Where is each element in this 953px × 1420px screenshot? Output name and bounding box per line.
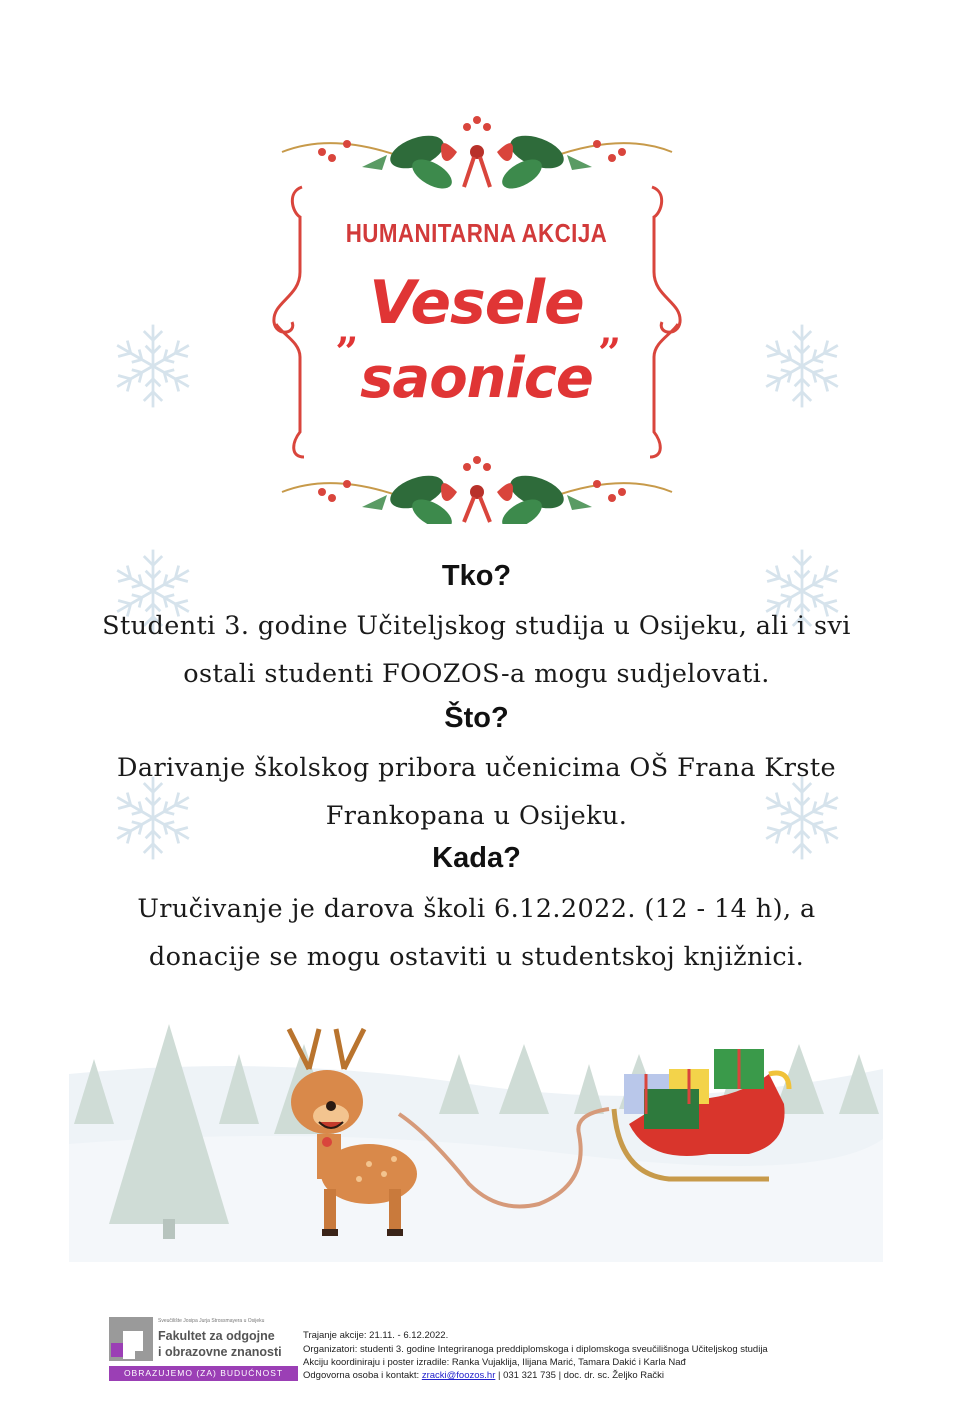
answer-line: Studenti 3. godine Učiteljskog studija u Osijeku, ali i svi: [102, 611, 851, 641]
answer-who: [60, 602, 893, 698]
footer-coordinators: Akciju koordiniraju i poster izradile: Ranka Vujaklija, Ilijana Marić, Tamara Dakić i Karla Nađ: [303, 1357, 686, 1368]
event-subtitle: HUMANITARNA AKCIJA: [345, 218, 608, 248]
answer-line: Darivanje školskog pribora učenicima OŠ Frana Krste: [117, 753, 836, 783]
open-quote: „: [336, 306, 360, 353]
question-when: Kada?: [432, 842, 521, 874]
footer-duration: Trajanje akcije: 21.11. - 6.12.2022.: [303, 1330, 449, 1341]
answer-when: [60, 885, 893, 981]
university-name: Sveučilište Josipa Jurja Strossmayera u Osijeku: [158, 1318, 265, 1324]
answer-line: donacije se mogu ostaviti u studentskoj knjižnici.: [148, 942, 805, 972]
faculty-name-line2: i obrazovne znanosti: [158, 1345, 282, 1359]
gift-icon: [644, 1089, 699, 1129]
event-title-line2: saonice: [360, 346, 593, 411]
answer-line: Frankopana u Osijeku.: [325, 801, 628, 831]
close-quote: ”: [598, 330, 622, 377]
faculty-logo-mark: [109, 1317, 153, 1361]
answer-what: [60, 744, 893, 840]
answer-line: ostali studenti FOOZOS-a mogu sudjelovati.: [183, 659, 770, 689]
faculty-slogan: OBRAZUJEMO (ZA) BUDUĆNOST: [109, 1366, 298, 1381]
question-what: Što?: [444, 702, 509, 734]
footer-contact: [303, 1370, 664, 1381]
contact-suffix: | 031 321 735 | doc. dr. sc. Željko Rački: [495, 1370, 664, 1381]
faculty-name-line1: Fakultet za odgojne: [158, 1329, 275, 1343]
answer-line: Uručivanje je darova školi 6.12.2022. (12 - 14 h), a: [137, 894, 816, 924]
contact-email-link[interactable]: zracki@foozos.hr: [421, 1370, 496, 1381]
question-who: Tko?: [441, 560, 512, 592]
event-title-line1: Vesele: [369, 268, 584, 338]
contact-prefix: Odgovorna osoba i kontakt:: [303, 1370, 422, 1381]
footer-organizers: Organizatori: studenti 3. godine Integriranoga preddiplomskoga i diplomskoga sveučilišnoga Učiteljskog studija: [303, 1344, 768, 1355]
reindeer-sleigh-illustration: [69, 1014, 883, 1262]
